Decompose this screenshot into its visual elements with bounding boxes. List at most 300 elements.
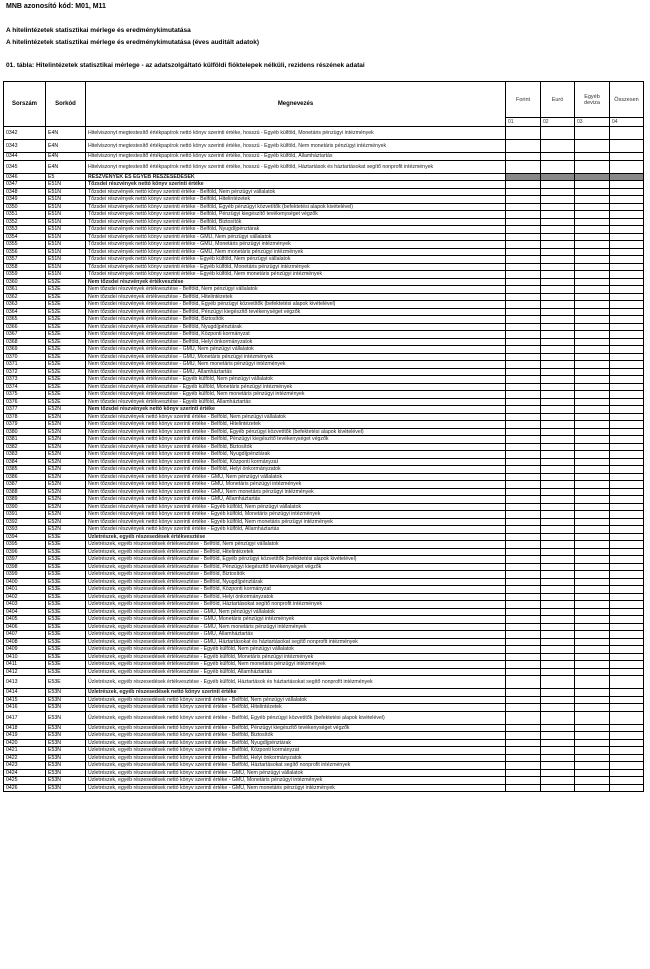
value-cell[interactable] <box>610 181 644 189</box>
value-cell[interactable] <box>541 526 575 534</box>
value-cell[interactable] <box>610 769 644 777</box>
value-cell[interactable] <box>506 331 541 339</box>
value-cell[interactable] <box>541 458 575 466</box>
value-cell[interactable] <box>575 398 610 406</box>
value-cell[interactable] <box>575 361 610 369</box>
value-cell[interactable] <box>541 241 575 249</box>
value-cell[interactable] <box>575 784 610 792</box>
value-cell[interactable] <box>575 739 610 747</box>
value-cell[interactable] <box>575 271 610 279</box>
value-cell[interactable] <box>506 762 541 770</box>
value-cell[interactable] <box>610 676 644 689</box>
value-cell[interactable] <box>575 458 610 466</box>
value-cell[interactable] <box>541 696 575 704</box>
value-cell[interactable] <box>575 616 610 624</box>
value-cell[interactable] <box>541 353 575 361</box>
value-cell[interactable] <box>506 623 541 631</box>
value-cell[interactable] <box>506 376 541 384</box>
value-cell[interactable] <box>506 473 541 481</box>
value-cell[interactable] <box>506 518 541 526</box>
value-cell[interactable] <box>575 153 610 161</box>
value-cell[interactable] <box>506 739 541 747</box>
value-cell[interactable] <box>541 608 575 616</box>
value-cell[interactable] <box>610 578 644 586</box>
value-cell[interactable] <box>506 196 541 204</box>
value-cell[interactable] <box>506 563 541 571</box>
value-cell[interactable] <box>575 689 610 697</box>
value-cell[interactable] <box>506 353 541 361</box>
value-cell[interactable] <box>541 631 575 639</box>
value-cell[interactable] <box>575 293 610 301</box>
value-cell[interactable] <box>506 586 541 594</box>
value-cell[interactable] <box>575 676 610 689</box>
value-cell[interactable] <box>506 127 541 140</box>
value-cell[interactable] <box>610 233 644 241</box>
value-cell[interactable] <box>541 301 575 309</box>
value-cell[interactable] <box>575 436 610 444</box>
value-cell[interactable] <box>610 451 644 459</box>
value-cell[interactable] <box>541 668 575 676</box>
value-cell[interactable] <box>506 777 541 785</box>
value-cell[interactable] <box>575 413 610 421</box>
value-cell[interactable] <box>610 563 644 571</box>
value-cell[interactable] <box>506 526 541 534</box>
value-cell[interactable] <box>575 608 610 616</box>
value-cell[interactable] <box>575 481 610 489</box>
value-cell[interactable] <box>575 256 610 264</box>
value-cell[interactable] <box>541 754 575 762</box>
value-cell[interactable] <box>610 428 644 436</box>
value-cell[interactable] <box>610 256 644 264</box>
value-cell[interactable] <box>575 711 610 724</box>
value-cell[interactable] <box>541 496 575 504</box>
value-cell[interactable] <box>575 286 610 294</box>
value-cell[interactable] <box>541 226 575 234</box>
value-cell[interactable] <box>541 376 575 384</box>
value-cell[interactable] <box>575 160 610 173</box>
value-cell[interactable] <box>575 428 610 436</box>
value-cell[interactable] <box>610 398 644 406</box>
value-cell[interactable] <box>610 601 644 609</box>
value-cell[interactable] <box>506 316 541 324</box>
value-cell[interactable] <box>610 724 644 732</box>
value-cell[interactable] <box>541 256 575 264</box>
value-cell[interactable] <box>610 368 644 376</box>
value-cell[interactable] <box>541 188 575 196</box>
value-cell[interactable] <box>541 271 575 279</box>
value-cell[interactable] <box>575 308 610 316</box>
value-cell[interactable] <box>541 233 575 241</box>
value-cell[interactable] <box>575 696 610 704</box>
value-cell[interactable] <box>541 488 575 496</box>
value-cell[interactable] <box>610 541 644 549</box>
value-cell[interactable] <box>575 331 610 339</box>
value-cell[interactable] <box>575 127 610 140</box>
value-cell[interactable] <box>575 263 610 271</box>
value-cell[interactable] <box>541 316 575 324</box>
value-cell[interactable] <box>610 188 644 196</box>
value-cell[interactable] <box>575 541 610 549</box>
value-cell[interactable] <box>610 286 644 294</box>
value-cell[interactable] <box>610 353 644 361</box>
value-cell[interactable] <box>541 739 575 747</box>
value-cell[interactable] <box>506 754 541 762</box>
value-cell[interactable] <box>506 226 541 234</box>
value-cell[interactable] <box>610 331 644 339</box>
value-cell[interactable] <box>506 293 541 301</box>
value-cell[interactable] <box>610 308 644 316</box>
value-cell[interactable] <box>575 301 610 309</box>
value-cell[interactable] <box>541 436 575 444</box>
value-cell[interactable] <box>575 323 610 331</box>
value-cell[interactable] <box>506 724 541 732</box>
value-cell[interactable] <box>541 391 575 399</box>
value-cell[interactable] <box>575 526 610 534</box>
value-cell[interactable] <box>610 346 644 354</box>
value-cell[interactable] <box>610 413 644 421</box>
value-cell[interactable] <box>506 173 541 181</box>
value-cell[interactable] <box>506 278 541 286</box>
value-cell[interactable] <box>506 747 541 755</box>
value-cell[interactable] <box>541 638 575 646</box>
value-cell[interactable] <box>541 473 575 481</box>
value-cell[interactable] <box>575 196 610 204</box>
value-cell[interactable] <box>541 211 575 219</box>
value-cell[interactable] <box>506 233 541 241</box>
value-cell[interactable] <box>541 338 575 346</box>
value-cell[interactable] <box>506 286 541 294</box>
value-cell[interactable] <box>610 653 644 661</box>
value-cell[interactable] <box>506 451 541 459</box>
value-cell[interactable] <box>506 696 541 704</box>
value-cell[interactable] <box>541 160 575 173</box>
value-cell[interactable] <box>575 451 610 459</box>
value-cell[interactable] <box>610 421 644 429</box>
value-cell[interactable] <box>506 346 541 354</box>
value-cell[interactable] <box>541 518 575 526</box>
value-cell[interactable] <box>575 376 610 384</box>
value-cell[interactable] <box>506 533 541 541</box>
value-cell[interactable] <box>541 704 575 712</box>
value-cell[interactable] <box>506 391 541 399</box>
value-cell[interactable] <box>610 616 644 624</box>
value-cell[interactable] <box>575 638 610 646</box>
value-cell[interactable] <box>610 323 644 331</box>
value-cell[interactable] <box>541 451 575 459</box>
value-cell[interactable] <box>575 563 610 571</box>
value-cell[interactable] <box>506 769 541 777</box>
value-cell[interactable] <box>506 361 541 369</box>
value-cell[interactable] <box>610 153 644 161</box>
value-cell[interactable] <box>506 503 541 511</box>
value-cell[interactable] <box>575 488 610 496</box>
value-cell[interactable] <box>541 368 575 376</box>
value-cell[interactable] <box>575 762 610 770</box>
value-cell[interactable] <box>610 271 644 279</box>
value-cell[interactable] <box>541 413 575 421</box>
value-cell[interactable] <box>575 754 610 762</box>
value-cell[interactable] <box>541 769 575 777</box>
value-cell[interactable] <box>541 421 575 429</box>
value-cell[interactable] <box>610 638 644 646</box>
value-cell[interactable] <box>575 241 610 249</box>
value-cell[interactable] <box>506 203 541 211</box>
value-cell[interactable] <box>610 631 644 639</box>
value-cell[interactable] <box>610 704 644 712</box>
value-cell[interactable] <box>610 211 644 219</box>
value-cell[interactable] <box>506 421 541 429</box>
value-cell[interactable] <box>506 140 541 153</box>
value-cell[interactable] <box>610 263 644 271</box>
value-cell[interactable] <box>610 127 644 140</box>
value-cell[interactable] <box>610 503 644 511</box>
value-cell[interactable] <box>610 496 644 504</box>
value-cell[interactable] <box>506 301 541 309</box>
value-cell[interactable] <box>541 181 575 189</box>
value-cell[interactable] <box>575 391 610 399</box>
value-cell[interactable] <box>541 278 575 286</box>
value-cell[interactable] <box>575 278 610 286</box>
value-cell[interactable] <box>575 571 610 579</box>
value-cell[interactable] <box>610 608 644 616</box>
value-cell[interactable] <box>575 211 610 219</box>
value-cell[interactable] <box>506 481 541 489</box>
value-cell[interactable] <box>610 338 644 346</box>
value-cell[interactable] <box>541 466 575 474</box>
value-cell[interactable] <box>610 196 644 204</box>
value-cell[interactable] <box>541 711 575 724</box>
value-cell[interactable] <box>541 593 575 601</box>
value-cell[interactable] <box>610 241 644 249</box>
value-cell[interactable] <box>541 689 575 697</box>
value-cell[interactable] <box>575 496 610 504</box>
value-cell[interactable] <box>575 533 610 541</box>
value-cell[interactable] <box>541 601 575 609</box>
value-cell[interactable] <box>506 308 541 316</box>
value-cell[interactable] <box>575 732 610 740</box>
value-cell[interactable] <box>575 218 610 226</box>
value-cell[interactable] <box>610 473 644 481</box>
value-cell[interactable] <box>506 689 541 697</box>
value-cell[interactable] <box>610 481 644 489</box>
value-cell[interactable] <box>506 661 541 669</box>
value-cell[interactable] <box>575 173 610 181</box>
value-cell[interactable] <box>506 601 541 609</box>
value-cell[interactable] <box>610 696 644 704</box>
value-cell[interactable] <box>610 391 644 399</box>
value-cell[interactable] <box>610 754 644 762</box>
value-cell[interactable] <box>575 631 610 639</box>
value-cell[interactable] <box>506 241 541 249</box>
value-cell[interactable] <box>610 293 644 301</box>
value-cell[interactable] <box>610 762 644 770</box>
value-cell[interactable] <box>575 653 610 661</box>
value-cell[interactable] <box>610 593 644 601</box>
value-cell[interactable] <box>541 623 575 631</box>
value-cell[interactable] <box>541 586 575 594</box>
value-cell[interactable] <box>541 248 575 256</box>
value-cell[interactable] <box>610 668 644 676</box>
value-cell[interactable] <box>541 503 575 511</box>
value-cell[interactable] <box>541 747 575 755</box>
value-cell[interactable] <box>575 747 610 755</box>
value-cell[interactable] <box>610 711 644 724</box>
value-cell[interactable] <box>575 233 610 241</box>
value-cell[interactable] <box>541 481 575 489</box>
value-cell[interactable] <box>541 676 575 689</box>
value-cell[interactable] <box>506 248 541 256</box>
value-cell[interactable] <box>506 646 541 654</box>
value-cell[interactable] <box>575 556 610 564</box>
value-cell[interactable] <box>506 271 541 279</box>
value-cell[interactable] <box>506 256 541 264</box>
value-cell[interactable] <box>541 777 575 785</box>
value-cell[interactable] <box>610 301 644 309</box>
value-cell[interactable] <box>541 153 575 161</box>
value-cell[interactable] <box>610 533 644 541</box>
value-cell[interactable] <box>610 443 644 451</box>
value-cell[interactable] <box>575 226 610 234</box>
value-cell[interactable] <box>541 578 575 586</box>
value-cell[interactable] <box>506 181 541 189</box>
value-cell[interactable] <box>541 286 575 294</box>
value-cell[interactable] <box>541 218 575 226</box>
value-cell[interactable] <box>610 160 644 173</box>
value-cell[interactable] <box>506 676 541 689</box>
value-cell[interactable] <box>541 646 575 654</box>
value-cell[interactable] <box>575 406 610 414</box>
value-cell[interactable] <box>541 571 575 579</box>
value-cell[interactable] <box>506 211 541 219</box>
value-cell[interactable] <box>575 443 610 451</box>
value-cell[interactable] <box>575 181 610 189</box>
value-cell[interactable] <box>575 338 610 346</box>
value-cell[interactable] <box>506 732 541 740</box>
value-cell[interactable] <box>575 316 610 324</box>
value-cell[interactable] <box>541 331 575 339</box>
value-cell[interactable] <box>506 496 541 504</box>
value-cell[interactable] <box>610 571 644 579</box>
value-cell[interactable] <box>610 661 644 669</box>
value-cell[interactable] <box>610 316 644 324</box>
value-cell[interactable] <box>610 747 644 755</box>
value-cell[interactable] <box>506 653 541 661</box>
value-cell[interactable] <box>506 458 541 466</box>
value-cell[interactable] <box>541 361 575 369</box>
value-cell[interactable] <box>575 777 610 785</box>
value-cell[interactable] <box>610 526 644 534</box>
value-cell[interactable] <box>610 203 644 211</box>
value-cell[interactable] <box>506 556 541 564</box>
value-cell[interactable] <box>506 578 541 586</box>
value-cell[interactable] <box>506 338 541 346</box>
value-cell[interactable] <box>541 541 575 549</box>
value-cell[interactable] <box>541 443 575 451</box>
value-cell[interactable] <box>506 160 541 173</box>
value-cell[interactable] <box>575 346 610 354</box>
value-cell[interactable] <box>506 488 541 496</box>
value-cell[interactable] <box>506 704 541 712</box>
value-cell[interactable] <box>506 413 541 421</box>
value-cell[interactable] <box>610 140 644 153</box>
value-cell[interactable] <box>575 511 610 519</box>
value-cell[interactable] <box>610 511 644 519</box>
value-cell[interactable] <box>610 173 644 181</box>
value-cell[interactable] <box>541 263 575 271</box>
value-cell[interactable] <box>506 638 541 646</box>
value-cell[interactable] <box>575 578 610 586</box>
value-cell[interactable] <box>610 586 644 594</box>
value-cell[interactable] <box>575 248 610 256</box>
value-cell[interactable] <box>575 188 610 196</box>
value-cell[interactable] <box>541 732 575 740</box>
value-cell[interactable] <box>610 556 644 564</box>
value-cell[interactable] <box>575 368 610 376</box>
value-cell[interactable] <box>506 398 541 406</box>
value-cell[interactable] <box>610 361 644 369</box>
value-cell[interactable] <box>506 153 541 161</box>
value-cell[interactable] <box>541 511 575 519</box>
value-cell[interactable] <box>541 653 575 661</box>
value-cell[interactable] <box>575 466 610 474</box>
value-cell[interactable] <box>506 436 541 444</box>
value-cell[interactable] <box>541 323 575 331</box>
value-cell[interactable] <box>575 518 610 526</box>
value-cell[interactable] <box>541 346 575 354</box>
value-cell[interactable] <box>506 668 541 676</box>
value-cell[interactable] <box>541 428 575 436</box>
value-cell[interactable] <box>610 784 644 792</box>
value-cell[interactable] <box>610 646 644 654</box>
value-cell[interactable] <box>541 616 575 624</box>
value-cell[interactable] <box>541 533 575 541</box>
value-cell[interactable] <box>506 383 541 391</box>
value-cell[interactable] <box>610 623 644 631</box>
value-cell[interactable] <box>506 263 541 271</box>
value-cell[interactable] <box>541 556 575 564</box>
value-cell[interactable] <box>575 353 610 361</box>
value-cell[interactable] <box>506 323 541 331</box>
value-cell[interactable] <box>610 466 644 474</box>
value-cell[interactable] <box>575 593 610 601</box>
value-cell[interactable] <box>541 784 575 792</box>
value-cell[interactable] <box>575 503 610 511</box>
value-cell[interactable] <box>575 661 610 669</box>
value-cell[interactable] <box>610 777 644 785</box>
value-cell[interactable] <box>575 383 610 391</box>
value-cell[interactable] <box>506 608 541 616</box>
value-cell[interactable] <box>506 616 541 624</box>
value-cell[interactable] <box>541 398 575 406</box>
value-cell[interactable] <box>506 368 541 376</box>
value-cell[interactable] <box>506 188 541 196</box>
value-cell[interactable] <box>506 571 541 579</box>
value-cell[interactable] <box>541 203 575 211</box>
value-cell[interactable] <box>610 458 644 466</box>
value-cell[interactable] <box>610 548 644 556</box>
value-cell[interactable] <box>506 443 541 451</box>
value-cell[interactable] <box>541 127 575 140</box>
value-cell[interactable] <box>575 548 610 556</box>
value-cell[interactable] <box>610 248 644 256</box>
value-cell[interactable] <box>575 473 610 481</box>
value-cell[interactable] <box>541 762 575 770</box>
value-cell[interactable] <box>575 724 610 732</box>
value-cell[interactable] <box>610 732 644 740</box>
value-cell[interactable] <box>575 140 610 153</box>
value-cell[interactable] <box>575 646 610 654</box>
value-cell[interactable] <box>541 406 575 414</box>
